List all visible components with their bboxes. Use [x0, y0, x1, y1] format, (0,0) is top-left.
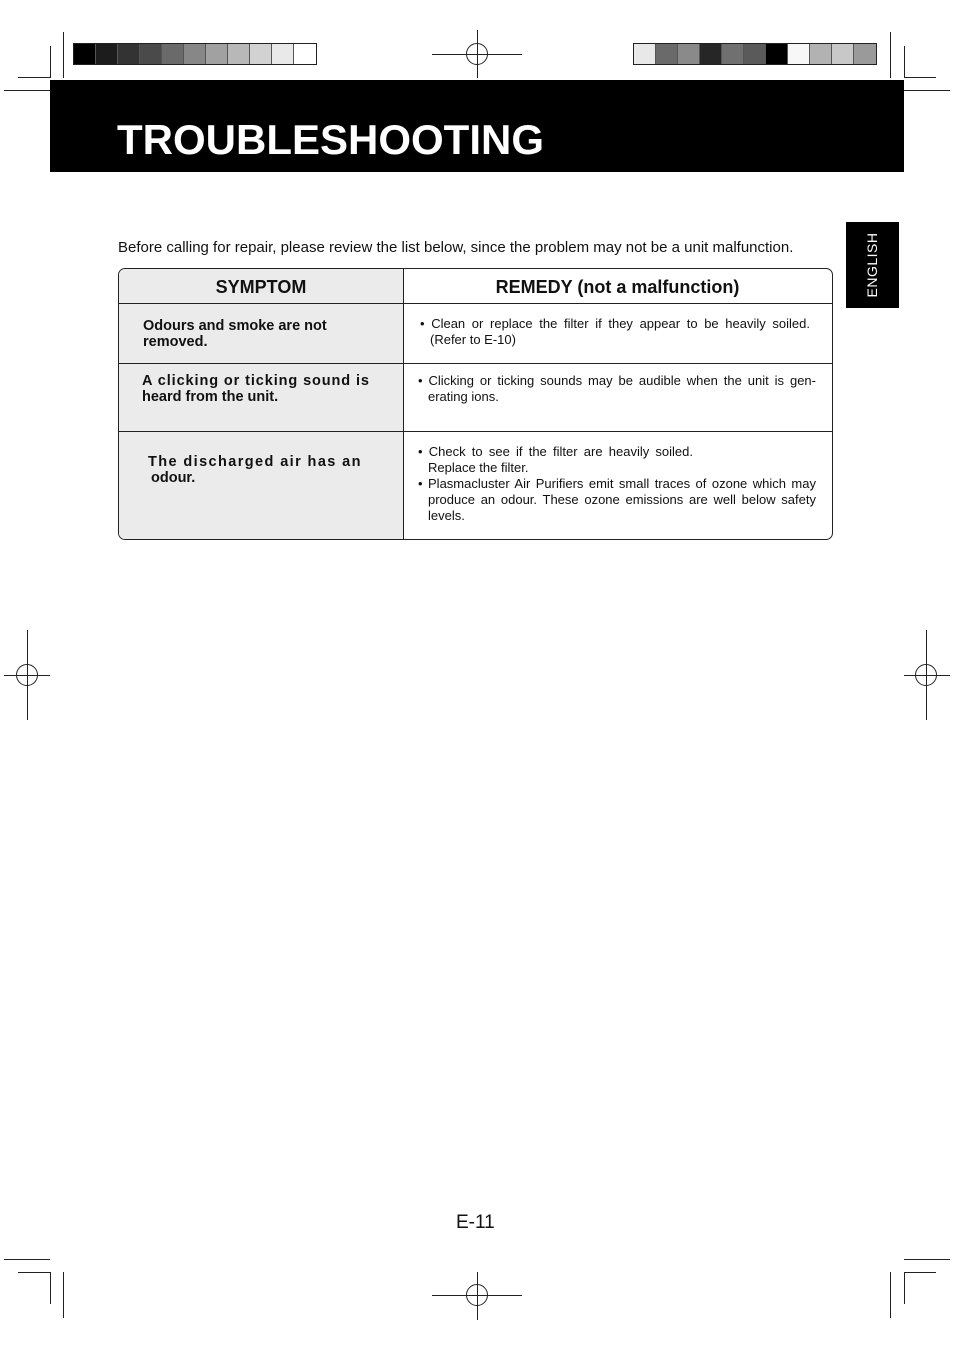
crop-mark: [904, 90, 950, 91]
color-swatch: [678, 44, 700, 64]
remedy-cell: [420, 316, 810, 348]
color-swatch: [184, 44, 206, 64]
symptom-line: odour.: [151, 470, 196, 486]
symptom-cell: [142, 373, 397, 405]
color-swatch: [206, 44, 228, 64]
color-swatch: [250, 44, 272, 64]
color-swatch: [228, 44, 250, 64]
registration-target-circle: [466, 1284, 488, 1306]
remedy-bullet: • Plasmacluster Air Purifiers emit small traces of ozone which may produce an odour. These ozone emissions are well below safety levels.: [418, 476, 816, 523]
color-swatch: [294, 44, 316, 64]
crop-mark: [18, 77, 50, 78]
color-swatch: [74, 44, 96, 64]
crop-mark: [50, 1272, 51, 1304]
crop-mark: [904, 1272, 936, 1273]
color-swatch: [272, 44, 294, 64]
crop-mark: [4, 1259, 50, 1260]
symptom-line: removed.: [143, 334, 208, 350]
color-swatch: [722, 44, 744, 64]
troubleshooting-table: [118, 268, 833, 540]
symptom-line: Odours and smoke are not: [143, 318, 327, 334]
remedy-bullet: • Clicking or ticking sounds may be audible when the unit is gen- erating ions.: [418, 373, 816, 404]
intro-text: Before calling for repair, please review the list below, since the problem may not be a unit malfunction.: [118, 239, 794, 256]
registration-target-circle: [16, 664, 38, 686]
color-swatch: [656, 44, 678, 64]
row-divider: [119, 303, 832, 304]
remedy-bullet: • Check to see if the filter are heavily soiled. Replace the filter.: [418, 444, 693, 475]
crop-mark: [18, 1272, 50, 1273]
color-swatch: [96, 44, 118, 64]
remedy-cell: [418, 444, 816, 524]
symptom-cell: [148, 454, 388, 486]
color-swatch: [810, 44, 832, 64]
symptom-cell: [143, 318, 393, 350]
crop-mark: [50, 46, 51, 78]
crop-mark: [890, 1272, 891, 1318]
page-title: TROUBLESHOOTING: [117, 116, 544, 163]
crop-mark: [890, 32, 891, 78]
registration-target-circle: [915, 664, 937, 686]
crop-mark: [4, 90, 50, 91]
crop-mark: [904, 46, 905, 78]
remedy-header: REMEDY (not a malfunction): [495, 277, 740, 297]
crop-mark: [904, 77, 936, 78]
color-swatch: [788, 44, 810, 64]
registration-target-circle: [466, 43, 488, 65]
color-swatch: [700, 44, 722, 64]
right-color-calibration-bar: [633, 43, 877, 65]
symptom-line: The discharged air has an: [148, 454, 362, 470]
color-swatch: [766, 44, 788, 64]
color-swatch: [634, 44, 656, 64]
row-divider: [119, 363, 832, 364]
crop-mark: [904, 1259, 950, 1260]
column-divider: [403, 269, 404, 539]
symptom-line: heard from the unit.: [142, 389, 279, 405]
color-swatch: [854, 44, 876, 64]
color-swatch: [162, 44, 184, 64]
left-color-calibration-bar: [73, 43, 317, 65]
color-swatch: [832, 44, 854, 64]
crop-mark: [63, 32, 64, 78]
remedy-bullet: • Clean or replace the filter if they appear to be heavily soiled. (Refer to E-10): [420, 316, 810, 347]
crop-mark: [63, 1272, 64, 1318]
crop-mark: [904, 1272, 905, 1304]
symptom-line: A clicking or ticking sound is: [142, 373, 370, 389]
color-swatch: [744, 44, 766, 64]
row-divider: [119, 431, 832, 432]
color-swatch: [118, 44, 140, 64]
color-swatch: [140, 44, 162, 64]
remedy-cell: [418, 373, 816, 405]
page-number: E-11: [456, 1212, 495, 1233]
language-tab-label: ENGLISH: [864, 232, 880, 298]
symptom-header: SYMPTOM: [215, 277, 307, 297]
